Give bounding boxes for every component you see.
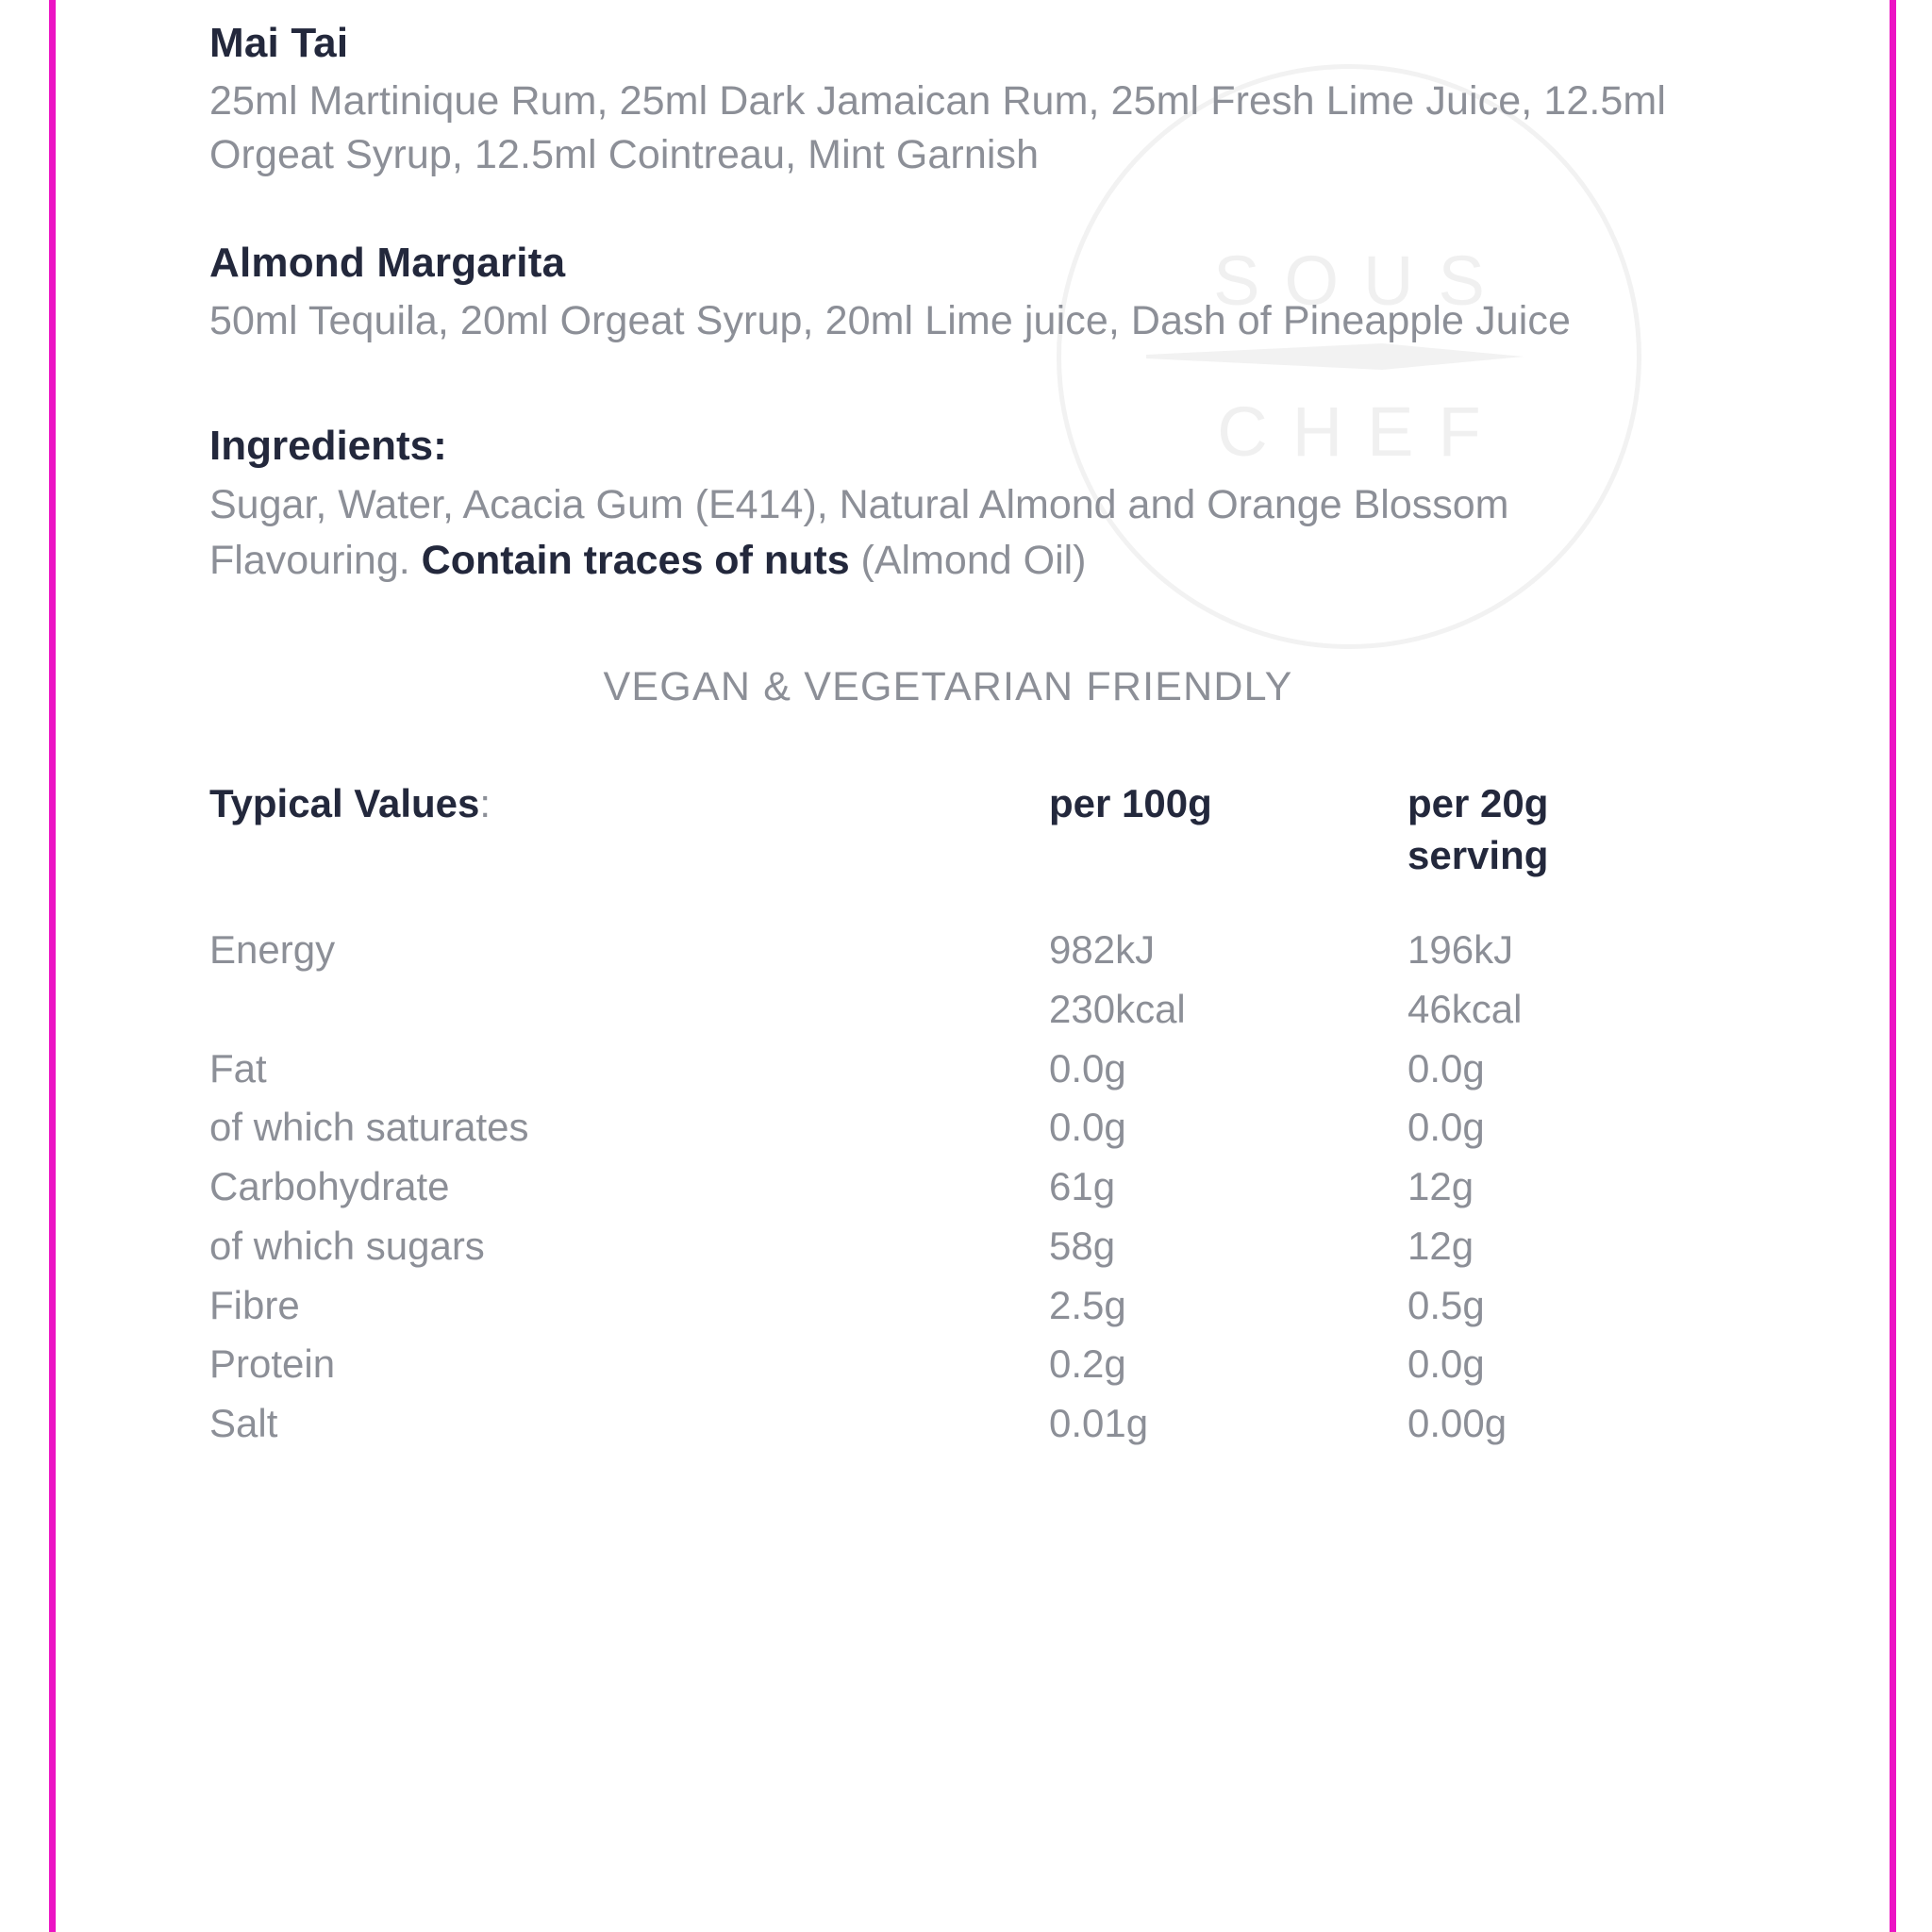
recipe-title-almond-margarita: Almond Margarita — [209, 240, 566, 287]
nutrient-per-20g: 0.0g — [1407, 1045, 1485, 1091]
nutrition-table — [209, 778, 1819, 1453]
per-serving-line1: per 20g — [1407, 781, 1549, 826]
table-row — [209, 1040, 1819, 1099]
nutrition-header-row — [209, 778, 1819, 891]
nutrient-per-100g: 0.01g — [1049, 1400, 1149, 1445]
nutrient-per-20g: 0.0g — [1407, 1341, 1485, 1387]
nutrient-per-20g: 196kJ — [1407, 927, 1514, 973]
typical-values-colon: : — [479, 781, 491, 826]
nutrient-per-20g: 12g — [1407, 1164, 1474, 1209]
nutrient-per-100g: 230kcal — [1049, 987, 1186, 1032]
watermark-top-text: SOUS — [1213, 242, 1509, 320]
table-row — [209, 921, 1819, 980]
typical-values-label: Typical Values — [209, 781, 480, 826]
nutrient-per-100g: 0.0g — [1049, 1045, 1126, 1091]
nutrient-label: Protein — [209, 1341, 336, 1387]
nutrition-table-body — [209, 891, 1819, 1453]
allergen-warning: Contain traces of nuts — [421, 537, 850, 583]
ingredients-list: Sugar, Water, Acacia Gum (E414), Natural Almond and Orange Blossom Flavouring. — [209, 481, 1509, 583]
nutrient-per-20g: 46kcal — [1407, 987, 1523, 1032]
recipe-title-mai-tai: Mai Tai — [209, 20, 349, 66]
table-row — [209, 980, 1819, 1040]
vegan-vegetarian-note: VEGAN & VEGETARIAN FRIENDLY — [603, 664, 1293, 710]
nutrition-header-per-100g: per 100g — [1049, 781, 1212, 826]
nutrient-per-100g: 58g — [1049, 1223, 1116, 1268]
nutrient-per-100g: 0.2g — [1049, 1341, 1126, 1387]
left-border-stripe — [49, 0, 56, 1932]
recipe-almond-margarita — [209, 182, 1819, 348]
nutrition-header-typical-values — [209, 778, 1049, 891]
ingredients-heading: Ingredients: — [209, 422, 447, 469]
watermark-bottom-text: CHEF — [1217, 392, 1506, 471]
table-row — [209, 1335, 1819, 1394]
table-row — [209, 1394, 1819, 1454]
nutrient-per-20g: 0.0g — [1407, 1105, 1485, 1150]
recipe-body-almond-margarita: 50ml Tequila, 20ml Orgeat Syrup, 20ml Lime juice, Dash of Pineapple Juice — [209, 298, 1571, 344]
nutrient-per-100g: 2.5g — [1049, 1282, 1126, 1327]
nutrient-per-20g: 0.00g — [1407, 1400, 1507, 1445]
recipe-body-mai-tai: 25ml Martinique Rum, 25ml Dark Jamaican Rum, 25ml Fresh Lime Juice, 12.5ml Orgeat Syrup, 12.5ml Cointreau, Mint Garnish — [209, 78, 1666, 178]
right-border-stripe — [1890, 0, 1896, 1932]
nutrient-label: of which sugars — [209, 1223, 485, 1268]
allergen-detail: (Almond Oil) — [849, 537, 1087, 583]
nutrient-per-100g: 61g — [1049, 1164, 1116, 1209]
recipe-mai-tai — [209, 0, 1819, 182]
table-row — [209, 1276, 1819, 1336]
nutrient-label: Carbohydrate — [209, 1164, 450, 1209]
nutrient-label: Fat — [209, 1045, 267, 1091]
table-row — [209, 1098, 1819, 1158]
ingredients-section — [209, 349, 1819, 590]
nutrient-per-100g: 0.0g — [1049, 1105, 1126, 1150]
table-row — [209, 1158, 1819, 1217]
nutrient-label: Energy — [209, 927, 336, 973]
nutrient-per-20g: 12g — [1407, 1223, 1474, 1268]
nutrient-label — [209, 980, 1049, 1040]
label-content — [209, 0, 1819, 1454]
per-serving-line2: serving — [1407, 832, 1549, 877]
nutrition-spacer — [209, 891, 1819, 921]
ingredients-text — [209, 477, 1624, 590]
nutrient-label: Salt — [209, 1400, 278, 1445]
table-row — [209, 1217, 1819, 1276]
nutrient-per-100g: 982kJ — [1049, 927, 1156, 973]
nutrition-header-per-serving — [1407, 778, 1819, 891]
nutrition-table-head — [209, 778, 1819, 891]
nutrient-label: Fibre — [209, 1282, 300, 1327]
nutrient-label: of which saturates — [209, 1105, 529, 1150]
nutrient-per-20g: 0.5g — [1407, 1282, 1485, 1327]
